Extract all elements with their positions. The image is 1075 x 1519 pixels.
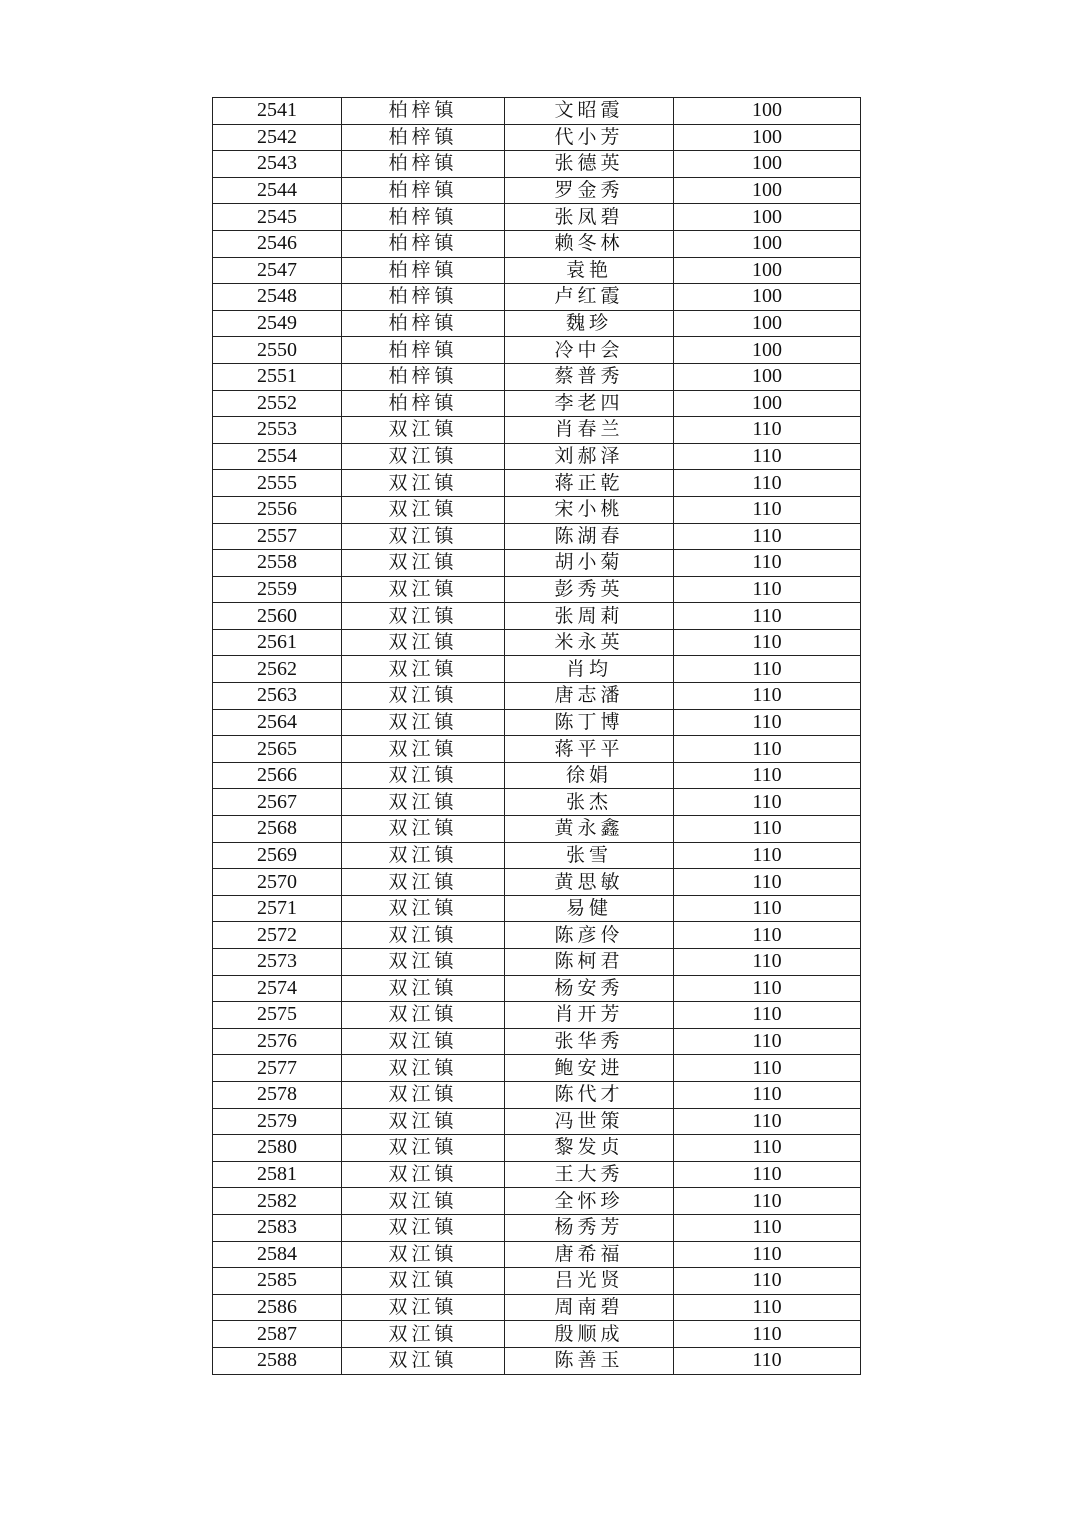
table-row [213,230,861,257]
town-cell: 双江镇 [342,683,505,710]
town-cell: 双江镇 [342,1321,505,1348]
town-cell: 柏梓镇 [342,124,505,151]
row-number-cell: 2548 [213,284,342,311]
table-row [213,1321,861,1348]
table-row [213,1241,861,1268]
row-number-cell: 2553 [213,417,342,444]
table-row [213,709,861,736]
person-name-cell: 徐娟 [505,762,674,789]
town-cell: 双江镇 [342,789,505,816]
row-number-cell: 2552 [213,390,342,417]
town-cell: 柏梓镇 [342,257,505,284]
table-row [213,949,861,976]
person-name-cell: 唐志潘 [505,683,674,710]
row-number-cell: 2556 [213,496,342,523]
table-row [213,656,861,683]
person-name-cell: 冯世策 [505,1108,674,1135]
table-row [213,390,861,417]
person-name-cell: 吕光贤 [505,1268,674,1295]
amount-cell: 100 [674,257,861,284]
table-row [213,816,861,843]
table-row [213,975,861,1002]
amount-cell: 110 [674,1214,861,1241]
row-number-cell: 2584 [213,1241,342,1268]
town-cell: 双江镇 [342,736,505,763]
town-cell: 双江镇 [342,603,505,630]
table-row [213,1002,861,1029]
town-cell: 柏梓镇 [342,337,505,364]
amount-cell: 110 [674,1321,861,1348]
table-row [213,869,861,896]
town-cell: 柏梓镇 [342,310,505,337]
table-row [213,736,861,763]
table-row [213,124,861,151]
person-name-cell: 杨安秀 [505,975,674,1002]
table-row [213,257,861,284]
amount-cell: 100 [674,98,861,125]
row-number-cell: 2575 [213,1002,342,1029]
amount-cell: 110 [674,683,861,710]
town-cell: 双江镇 [342,523,505,550]
amount-cell: 110 [674,470,861,497]
town-cell: 双江镇 [342,1241,505,1268]
row-number-cell: 2583 [213,1214,342,1241]
person-name-cell: 蒋平平 [505,736,674,763]
table-row [213,496,861,523]
town-cell: 双江镇 [342,1268,505,1295]
town-cell: 柏梓镇 [342,151,505,178]
amount-cell: 110 [674,816,861,843]
row-number-cell: 2588 [213,1347,342,1374]
town-cell: 双江镇 [342,656,505,683]
table-row [213,1055,861,1082]
person-name-cell: 罗金秀 [505,177,674,204]
person-name-cell: 张雪 [505,842,674,869]
person-name-cell: 李老四 [505,390,674,417]
amount-cell: 110 [674,1002,861,1029]
amount-cell: 100 [674,230,861,257]
town-cell: 双江镇 [342,1055,505,1082]
town-cell: 双江镇 [342,1188,505,1215]
table-row [213,1161,861,1188]
row-number-cell: 2559 [213,576,342,603]
town-cell: 双江镇 [342,709,505,736]
row-number-cell: 2541 [213,98,342,125]
town-cell: 双江镇 [342,949,505,976]
person-name-cell: 代小芳 [505,124,674,151]
table-row [213,177,861,204]
table-row [213,629,861,656]
amount-cell: 110 [674,417,861,444]
amount-cell: 110 [674,1161,861,1188]
table-row [213,363,861,390]
table-row [213,1294,861,1321]
person-name-cell: 袁艳 [505,257,674,284]
amount-cell: 110 [674,656,861,683]
amount-cell: 110 [674,1135,861,1162]
table-row [213,842,861,869]
person-name-cell: 张凤碧 [505,204,674,231]
town-cell: 双江镇 [342,1294,505,1321]
person-name-cell: 胡小菊 [505,550,674,577]
row-number-cell: 2585 [213,1268,342,1295]
person-name-cell: 陈代才 [505,1081,674,1108]
row-number-cell: 2571 [213,895,342,922]
amount-cell: 110 [674,1188,861,1215]
row-number-cell: 2554 [213,443,342,470]
person-name-cell: 陈善玉 [505,1347,674,1374]
amount-cell: 110 [674,869,861,896]
table-row [213,204,861,231]
amount-cell: 110 [674,443,861,470]
amount-cell: 110 [674,949,861,976]
person-name-cell: 刘郝泽 [505,443,674,470]
table-row [213,576,861,603]
table-row [213,337,861,364]
table-row [213,1214,861,1241]
amount-cell: 110 [674,1081,861,1108]
town-cell: 双江镇 [342,1002,505,1029]
table-row [213,470,861,497]
row-number-cell: 2577 [213,1055,342,1082]
row-number-cell: 2545 [213,204,342,231]
person-name-cell: 黎发贞 [505,1135,674,1162]
town-cell: 双江镇 [342,1161,505,1188]
table-row [213,789,861,816]
person-name-cell: 肖开芳 [505,1002,674,1029]
person-name-cell: 肖均 [505,656,674,683]
town-cell: 双江镇 [342,816,505,843]
amount-cell: 110 [674,842,861,869]
amount-cell: 100 [674,363,861,390]
amount-cell: 100 [674,124,861,151]
town-cell: 双江镇 [342,443,505,470]
amount-cell: 100 [674,284,861,311]
amount-cell: 110 [674,1294,861,1321]
row-number-cell: 2566 [213,762,342,789]
town-cell: 双江镇 [342,1081,505,1108]
person-name-cell: 全怀珍 [505,1188,674,1215]
row-number-cell: 2580 [213,1135,342,1162]
table-row [213,98,861,125]
row-number-cell: 2573 [213,949,342,976]
table-row [213,1188,861,1215]
person-name-cell: 王大秀 [505,1161,674,1188]
row-number-cell: 2549 [213,310,342,337]
person-name-cell: 殷顺成 [505,1321,674,1348]
person-name-cell: 陈丁博 [505,709,674,736]
person-name-cell: 陈柯君 [505,949,674,976]
amount-cell: 100 [674,204,861,231]
person-name-cell: 宋小桃 [505,496,674,523]
person-name-cell: 文昭霞 [505,98,674,125]
table-row [213,310,861,337]
person-name-cell: 易健 [505,895,674,922]
row-number-cell: 2581 [213,1161,342,1188]
amount-cell: 100 [674,177,861,204]
row-number-cell: 2560 [213,603,342,630]
table-row [213,1135,861,1162]
town-cell: 双江镇 [342,417,505,444]
town-cell: 双江镇 [342,496,505,523]
town-cell: 柏梓镇 [342,177,505,204]
person-name-cell: 陈湖春 [505,523,674,550]
amount-cell: 110 [674,736,861,763]
town-cell: 双江镇 [342,1347,505,1374]
row-number-cell: 2579 [213,1108,342,1135]
person-name-cell: 蒋正乾 [505,470,674,497]
town-cell: 双江镇 [342,576,505,603]
row-number-cell: 2557 [213,523,342,550]
row-number-cell: 2564 [213,709,342,736]
town-cell: 双江镇 [342,842,505,869]
row-number-cell: 2578 [213,1081,342,1108]
town-cell: 柏梓镇 [342,363,505,390]
row-number-cell: 2562 [213,656,342,683]
row-number-cell: 2572 [213,922,342,949]
table-row [213,523,861,550]
row-number-cell: 2551 [213,363,342,390]
row-number-cell: 2568 [213,816,342,843]
person-name-cell: 张杰 [505,789,674,816]
row-number-cell: 2561 [213,629,342,656]
town-cell: 双江镇 [342,1028,505,1055]
town-cell: 双江镇 [342,762,505,789]
amount-cell: 110 [674,709,861,736]
table-row [213,683,861,710]
person-name-cell: 彭秀英 [505,576,674,603]
row-number-cell: 2547 [213,257,342,284]
amount-cell: 110 [674,895,861,922]
table-row [213,603,861,630]
town-cell: 双江镇 [342,1214,505,1241]
amount-cell: 100 [674,151,861,178]
table-row [213,922,861,949]
table-row [213,284,861,311]
table-row [213,443,861,470]
town-cell: 柏梓镇 [342,204,505,231]
town-cell: 双江镇 [342,550,505,577]
person-name-cell: 卢红霞 [505,284,674,311]
person-name-cell: 唐希福 [505,1241,674,1268]
row-number-cell: 2565 [213,736,342,763]
row-number-cell: 2569 [213,842,342,869]
table-row [213,762,861,789]
table-row [213,1081,861,1108]
town-cell: 柏梓镇 [342,98,505,125]
row-number-cell: 2542 [213,124,342,151]
person-name-cell: 张德英 [505,151,674,178]
town-cell: 双江镇 [342,1108,505,1135]
row-number-cell: 2570 [213,869,342,896]
amount-cell: 110 [674,1108,861,1135]
row-number-cell: 2558 [213,550,342,577]
person-name-cell: 黄思敏 [505,869,674,896]
person-name-cell: 冷中会 [505,337,674,364]
town-cell: 双江镇 [342,1135,505,1162]
row-number-cell: 2586 [213,1294,342,1321]
amount-cell: 110 [674,576,861,603]
row-number-cell: 2550 [213,337,342,364]
row-number-cell: 2563 [213,683,342,710]
amount-cell: 110 [674,496,861,523]
person-name-cell: 杨秀芳 [505,1214,674,1241]
row-number-cell: 2582 [213,1188,342,1215]
table-row [213,550,861,577]
amount-cell: 110 [674,523,861,550]
table-row [213,1268,861,1295]
person-name-cell: 陈彦伶 [505,922,674,949]
amount-cell: 110 [674,603,861,630]
amount-cell: 110 [674,789,861,816]
person-name-cell: 张华秀 [505,1028,674,1055]
town-cell: 柏梓镇 [342,230,505,257]
amount-cell: 100 [674,310,861,337]
row-number-cell: 2576 [213,1028,342,1055]
town-cell: 双江镇 [342,895,505,922]
row-number-cell: 2587 [213,1321,342,1348]
town-cell: 双江镇 [342,975,505,1002]
roster-table-body [213,98,861,1375]
town-cell: 双江镇 [342,922,505,949]
person-name-cell: 米永英 [505,629,674,656]
roster-table [212,97,861,1375]
row-number-cell: 2544 [213,177,342,204]
amount-cell: 110 [674,1241,861,1268]
amount-cell: 110 [674,762,861,789]
table-row [213,417,861,444]
row-number-cell: 2567 [213,789,342,816]
amount-cell: 110 [674,550,861,577]
person-name-cell: 鲍安进 [505,1055,674,1082]
person-name-cell: 赖冬林 [505,230,674,257]
town-cell: 双江镇 [342,869,505,896]
table-row [213,895,861,922]
amount-cell: 110 [674,629,861,656]
amount-cell: 110 [674,975,861,1002]
table-row [213,151,861,178]
town-cell: 双江镇 [342,470,505,497]
person-name-cell: 张周莉 [505,603,674,630]
person-name-cell: 周南碧 [505,1294,674,1321]
amount-cell: 110 [674,922,861,949]
amount-cell: 100 [674,390,861,417]
person-name-cell: 肖春兰 [505,417,674,444]
amount-cell: 100 [674,337,861,364]
amount-cell: 110 [674,1268,861,1295]
row-number-cell: 2543 [213,151,342,178]
person-name-cell: 黄永鑫 [505,816,674,843]
town-cell: 柏梓镇 [342,390,505,417]
town-cell: 柏梓镇 [342,284,505,311]
town-cell: 双江镇 [342,629,505,656]
row-number-cell: 2555 [213,470,342,497]
row-number-cell: 2546 [213,230,342,257]
table-row [213,1028,861,1055]
amount-cell: 110 [674,1347,861,1374]
person-name-cell: 魏珍 [505,310,674,337]
amount-cell: 110 [674,1055,861,1082]
row-number-cell: 2574 [213,975,342,1002]
table-row [213,1108,861,1135]
person-name-cell: 蔡普秀 [505,363,674,390]
table-row [213,1347,861,1374]
amount-cell: 110 [674,1028,861,1055]
